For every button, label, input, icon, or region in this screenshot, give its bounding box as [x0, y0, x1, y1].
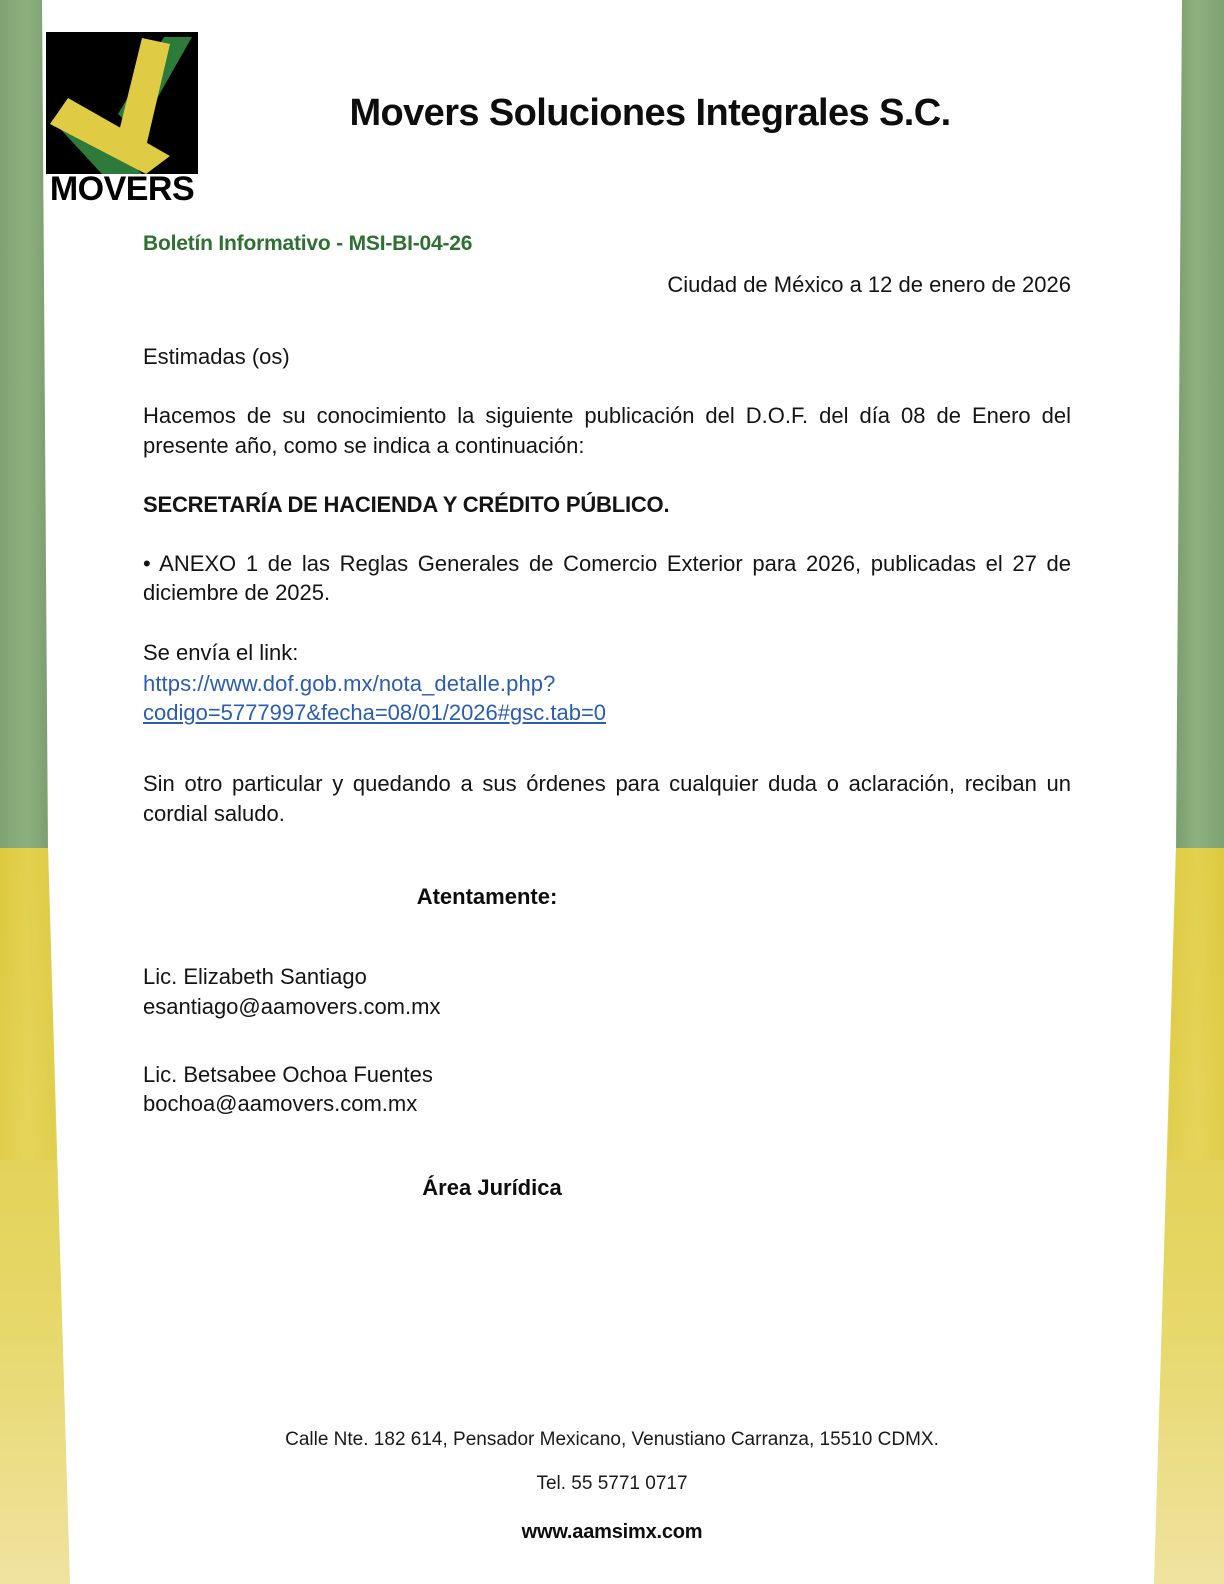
department-label: Área Jurídica	[422, 1175, 562, 1201]
decorative-border-left	[0, 0, 140, 1584]
closing-paragraph: Sin otro particular y quedando a sus órdenes para cualquier duda o aclaración, reciban un cordial saludo.	[143, 771, 1071, 826]
dof-link-line-1: https://www.dof.gob.mx/nota_detalle.php?	[143, 670, 556, 696]
signer-name: Lic. Elizabeth Santiago	[143, 963, 367, 989]
document-body	[143, 232, 1071, 1201]
city-date: Ciudad de México a 12 de enero de 2026	[667, 272, 1071, 297]
footer-address: Calle Nte. 182 614, Pensador Mexicano, Venustiano Carranza, 15510 CDMX.	[285, 1429, 939, 1450]
signer-email: esantiago@aamovers.com.mx	[143, 993, 441, 1019]
bulletin-id: Boletín Informativo - MSI-BI-04-26	[143, 232, 473, 255]
dof-link[interactable]	[143, 669, 1071, 728]
decorative-border-right	[1084, 0, 1224, 1584]
logo-wordmark: MOVERS	[49, 170, 195, 208]
intro-paragraph: Hacemos de su conocimiento la siguiente publicación del D.O.F. del día 08 de Enero del presente año, como se indica a continuación:	[143, 403, 1071, 458]
signer-email: bochoa@aamovers.com.mx	[143, 1091, 418, 1117]
salutation: Estimadas (os)	[143, 344, 290, 369]
document-footer	[0, 1429, 1224, 1544]
dof-link-line-2: codigo=5777997&fecha=08/01/2026#gsc.tab=0	[143, 700, 607, 725]
signoff-label: Atentamente:	[416, 883, 558, 909]
movers-logo	[46, 32, 198, 210]
footer-website: www.aamsimx.com	[521, 1521, 703, 1543]
movers-logo-icon	[46, 32, 198, 174]
publication-item: • ANEXO 1 de las Reglas Generales de Comercio Exterior para 2026, publicadas el 27 de diciembre de 2025.	[143, 551, 1071, 606]
document-header	[0, 0, 1224, 215]
signer-block	[143, 1060, 1071, 1120]
link-intro: Se envía el link:	[143, 639, 299, 665]
signer-name: Lic. Betsabee Ochoa Fuentes	[143, 1061, 433, 1087]
signer-block	[143, 962, 1071, 1022]
authority-heading: SECRETARÍA DE HACIENDA Y CRÉDITO PÚBLICO.	[143, 491, 670, 517]
footer-phone: Tel. 55 5771 0717	[536, 1473, 688, 1494]
company-title: Movers Soluciones Integrales S.C.	[349, 92, 951, 134]
spacer	[143, 727, 1071, 769]
